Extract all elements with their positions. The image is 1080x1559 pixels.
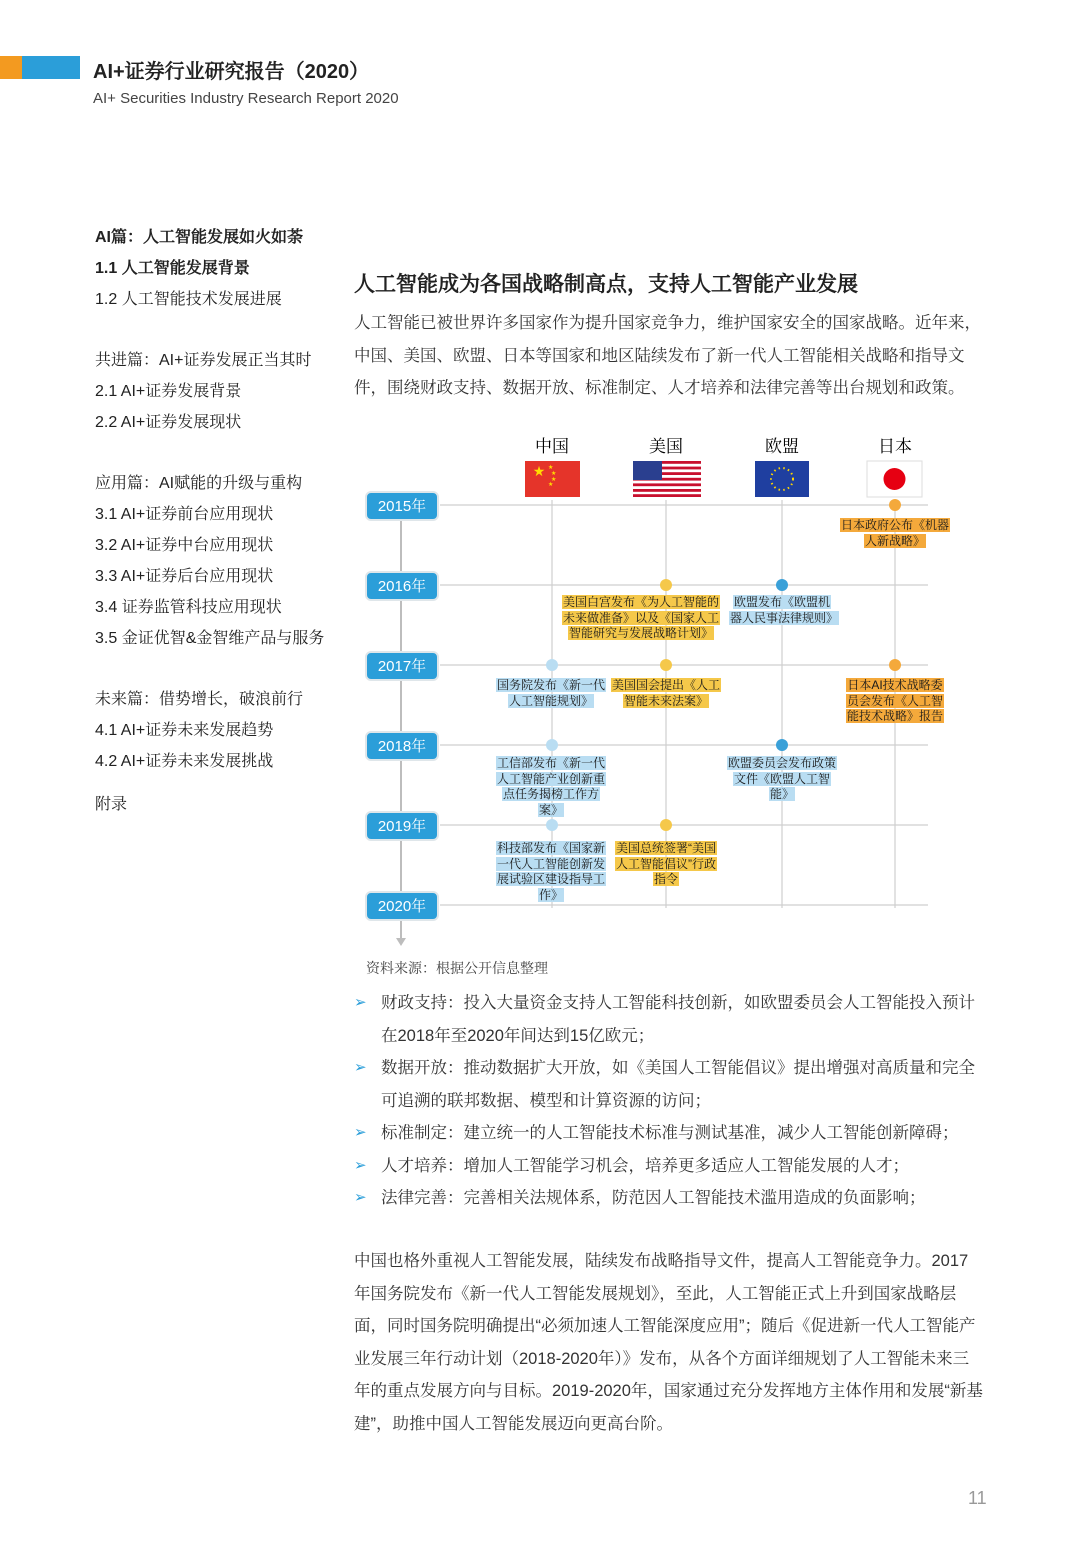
event-eu-2018: 欧盟委员会发布政策文件《欧盟人工智能》 xyxy=(728,756,837,801)
event-cn-2019: 科技部发布《国家新一代人工智能创新发展试验区建设指导工作》 xyxy=(496,841,605,902)
arrow-bullet-icon: ➢ xyxy=(354,994,367,1011)
year-marker-2017 xyxy=(366,652,438,680)
event-dot-us-2019 xyxy=(660,819,672,831)
arrow-bullet-icon: ➢ xyxy=(354,1059,367,1076)
source-note: 资料来源：根据公开信息整理 xyxy=(366,960,548,976)
year-marker-2019 xyxy=(366,812,438,840)
toc-item-1-2[interactable]: 1.2 人工智能技术发展进展 xyxy=(95,291,282,308)
section-title: 人工智能成为各国战略制高点，支持人工智能产业发展 xyxy=(354,273,858,296)
toc-item-3-4[interactable]: 3.4 证券监管科技应用现状 xyxy=(95,599,282,616)
svg-text:★: ★ xyxy=(548,482,554,488)
svg-text:2015年: 2015年 xyxy=(377,498,427,515)
toc-item-2-1[interactable]: 2.1 AI+证券发展背景 xyxy=(95,383,242,400)
list-item: ➢ 人才培养：增加人工智能学习机会，培养更多适应人工智能发展的人才； xyxy=(354,1150,984,1183)
toc-item-4-2[interactable]: 4.2 AI+证券未来发展挑战 xyxy=(95,753,274,770)
arrow-bullet-icon: ➢ xyxy=(354,1156,367,1174)
country-label-japan: 日本 xyxy=(878,437,912,456)
country-label-china: 中国 xyxy=(535,437,569,456)
toc-appendix[interactable]: 附录 xyxy=(95,796,128,813)
event-dot-us-2016 xyxy=(660,579,672,591)
event-us-2016: 美国白宫发布《为人工智能的未来做准备》以及《国家人工智能研究与发展战略计划》 xyxy=(562,595,719,640)
svg-text:★: ★ xyxy=(551,471,557,477)
event-dot-jp-2015 xyxy=(889,499,901,511)
event-eu-2016: 欧盟发布《欧盟机器人民事法律规则》 xyxy=(730,595,839,625)
page-number: 11 xyxy=(968,1488,987,1508)
arrow-bullet-icon: ➢ xyxy=(354,1124,367,1141)
arrow-bullet-icon: ➢ xyxy=(354,1189,367,1206)
event-dot-cn-2019 xyxy=(546,819,558,831)
closing-paragraph: 中国也格外重视人工智能发展，陆续发布战略指导文件，提高人工智能竞争力。2017年国务院发布《新一代人工智能发展规划》，至此，人工智能正式上升到国家战略层面，同时国务院明确提出“必须加速人工智能深度应用”；随后《促进新一代人工智能产业发展三年行动计划（2018-2020年）》发布，从各个方面详细规划了人工智能未来三年的重点发展方向与目标。2019-2020年，国家通过充分发挥地方主体作用和发展“新基建”，助推中国人工智能发展迈向更高台阶。 xyxy=(354,1252,983,1433)
toc-item-3-1[interactable]: 3.1 AI+证券前台应用现状 xyxy=(95,506,274,523)
list-item: ➢ 标准制定：建立统一的人工智能技术标准与测试基准，减少人工智能创新障碍； xyxy=(354,1117,984,1150)
eu-flag-icon xyxy=(755,461,809,497)
event-jp-2015: 日本政府公布《机器人新战略》 xyxy=(840,518,949,548)
table-of-contents xyxy=(95,222,350,820)
svg-text:★: ★ xyxy=(548,465,554,471)
toc-item-1-1[interactable]: 1.1 人工智能发展背景 xyxy=(95,260,250,277)
svg-text:2019年: 2019年 xyxy=(377,818,427,835)
year-marker-2015 xyxy=(366,492,438,520)
toc-item-2-2[interactable]: 2.2 AI+证券发展现状 xyxy=(95,414,242,431)
china-flag-icon xyxy=(525,461,580,497)
intro-paragraph: 人工智能已被世界许多国家作为提升国家竞争力，维护国家安全的国家战略。近年来，中国、美国、欧盟、日本等国家和地区陆续发布了新一代人工智能相关战略和指导文件，围绕财政支持、数据开放、标准制定、人才培养和法律完善等出台规划和政策。 xyxy=(354,314,981,397)
event-jp-2017: 日本AI技术战略委员会发布《人工智能技术战略》报告 xyxy=(846,678,943,723)
toc-item-4-1[interactable]: 4.1 AI+证券未来发展趋势 xyxy=(95,722,274,739)
svg-text:2020年: 2020年 xyxy=(377,898,427,915)
svg-text:2016年: 2016年 xyxy=(377,578,427,595)
toc-item-3-2[interactable]: 3.2 AI+证券中台应用现状 xyxy=(95,537,274,554)
event-dot-jp-2017 xyxy=(889,659,901,671)
country-label-usa: 美国 xyxy=(649,437,683,456)
toc-item-3-3[interactable]: 3.3 AI+证券后台应用现状 xyxy=(95,568,274,585)
ai-strategy-timeline xyxy=(355,430,955,950)
year-marker-2016 xyxy=(366,572,438,600)
event-dot-eu-2016 xyxy=(776,579,788,591)
report-subtitle: AI+ Securities Industry Research Report 2020 xyxy=(93,90,399,107)
event-us-2017: 美国国会提出《人工智能未来法案》 xyxy=(612,678,721,708)
year-marker-2020 xyxy=(366,892,438,920)
svg-text:2018年: 2018年 xyxy=(377,738,427,755)
event-cn-2018: 工信部发布《新一代人工智能产业创新重点任务揭榜工作方案》 xyxy=(496,756,605,817)
svg-text:★: ★ xyxy=(551,477,557,483)
event-dot-eu-2018 xyxy=(776,739,788,751)
policy-bullet-list xyxy=(354,987,984,1215)
event-dot-us-2017 xyxy=(660,659,672,671)
header-accent-orange xyxy=(0,56,22,79)
japan-flag-icon xyxy=(867,461,922,497)
list-item: ➢ 数据开放：推动数据扩大开放，如《美国人工智能倡议》提出增强对高质量和完全可追溯的联邦数据、模型和计算资源的访问； xyxy=(354,1052,984,1117)
list-item: ➢ 法律完善：完善相关法规体系，防范因人工智能技术滥用造成的负面影响； xyxy=(354,1182,984,1215)
list-item: ➢ 财政支持：投入大量资金支持人工智能科技创新，如欧盟委员会人工智能投入预计在2018年至2020年间达到15亿欧元； xyxy=(354,987,984,1052)
toc-section-ai[interactable]: AI篇：人工智能发展如火如荼 xyxy=(95,229,304,246)
header-accent-blue xyxy=(22,56,80,79)
event-cn-2017: 国务院发布《新一代人工智能规划》 xyxy=(496,678,605,708)
event-dot-cn-2017 xyxy=(546,659,558,671)
report-title: AI+证券行业研究报告（2020） xyxy=(93,61,370,83)
toc-section-future[interactable]: 未来篇：借势增长，破浪前行 xyxy=(95,691,304,708)
event-dot-cn-2018 xyxy=(546,739,558,751)
time-axis-arrow-icon xyxy=(396,938,406,946)
event-us-2019: 美国总统签署“美国人工智能倡议”行政指令 xyxy=(616,841,716,886)
toc-section-application[interactable]: 应用篇：AI赋能的升级与重构 xyxy=(95,475,303,492)
country-label-eu: 欧盟 xyxy=(765,437,799,456)
toc-section-gongjin[interactable]: 共进篇：AI+证券发展正当其时 xyxy=(95,352,312,369)
svg-text:★: ★ xyxy=(532,463,546,479)
toc-item-3-5[interactable]: 3.5 金证优智&金智维产品与服务 xyxy=(95,630,325,647)
svg-text:2017年: 2017年 xyxy=(377,658,427,675)
usa-flag-icon xyxy=(633,461,701,497)
year-marker-2018 xyxy=(366,732,438,760)
